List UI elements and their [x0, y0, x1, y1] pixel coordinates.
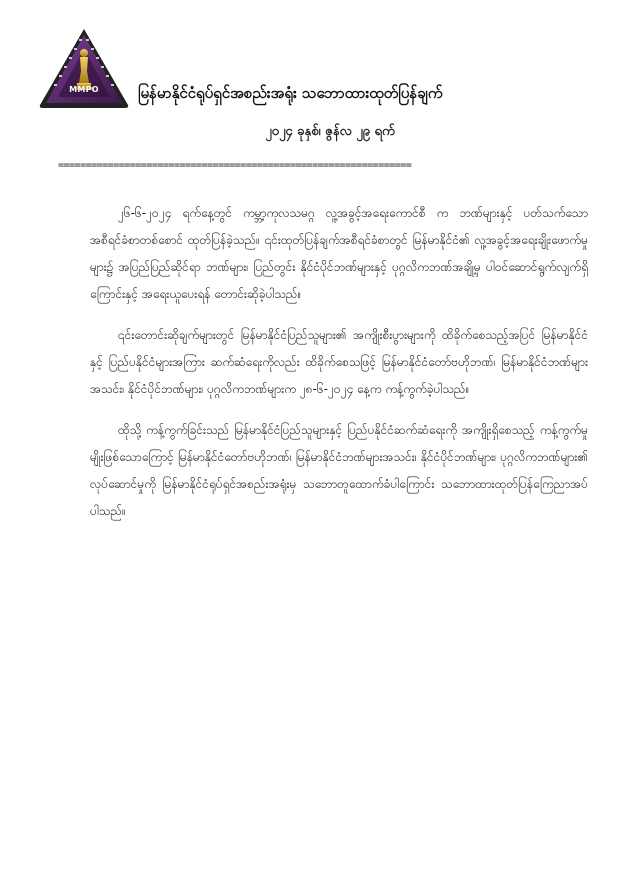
- paragraph-3: ထိုသို့ ကန့်ကွက်ခြင်းသည် မြန်မာနိုင်ငံပြည်သူများနှင့် ပြည်ပနိုင်ငံဆက်ဆံရေးကို အကျိုးရှိစေသည့် ကန့်ကွက်မှုမျိုးဖြစ်သောကြောင့် မြန်မာနိုင်ငံတော်ဗဟိုဘဏ်၊ မြန်မာနိုင်ငံဘဏ်များအသင်း၊ နိုင်ငံပိုင်ဘဏ်များ၊ ပုဂ္ဂလိကဘဏ်များ၏ လုပ်ဆောင်မှုကို မြန်မာနိုင်ငံရုပ်ရှင်အစည်းအရုံးမှ သဘောတူထောက်ခံပါကြောင်း သဘောထားထုတ်ပြန်ကြေညာအပ်ပါသည်။: [90, 423, 588, 518]
- paragraph-1: ၂၆-၆-၂၀၂၄ ရက်နေ့တွင် ကမ္ဘာ့ကုလသမဂ္ဂ လူ့အခွင့်အရေးကောင်စီ က ဘဏ်များနှင့် ပတ်သက်သော အစီရင်ခံစာတစ်စောင် ထုတ်ပြန်ခဲ့သည်။ ၎င်းထုတ်ပြန်ချက်အစီရင်ခံစာတွင် မြန်မာနိုင်ငံ၏ လူ့အခွင့်အရေးချိုးဖောက်မှုများ၌ အပြည်ပြည်ဆိုင်ရာ ဘဏ်များ၊ ပြည်တွင်း နိုင်ငံပိုင်ဘဏ်များနှင့် ပုဂ္ဂလိကဘဏ်အချို့မှ ပါဝင်ဆောင်ရွက်လျက်ရှိကြောင်းနှင့် အရေးယူပေးရန် တောင်းဆိုခဲ့ပါသည်။: [90, 206, 588, 301]
- statement-body: [90, 200, 588, 539]
- mmpo-logo: [38, 27, 130, 109]
- film-triangle-emblem-icon: [38, 27, 130, 109]
- paragraph-2: ၎င်းတောင်းဆိုချက်များတွင် မြန်မာနိုင်ငံပြည်သူများ၏ အကျိုးစီးပွားများကို ထိခိုက်စေသည့်အပြင် မြန်မာနိုင်ငံနှင့် ပြည်ပနိုင်ငံများအကြား ဆက်ဆံရေးကိုလည်း ထိခိုက်စေသဖြင့် မြန်မာနိုင်ငံတော်ဗဟိုဘဏ်၊ မြန်မာနိုင်ငံဘဏ်များအသင်း၊ နိုင်ငံပိုင်ဘဏ်များ၊ ပုဂ္ဂလိကဘဏ်များက ၂၈-၆-၂၀၂၄ နေ့က ကန့်ကွက်ခဲ့ပါသည်။: [90, 328, 588, 396]
- logo-text: MMPO: [69, 85, 99, 94]
- separator-line: ================================================================: [58, 160, 412, 171]
- statement-date: ၂၀၂၄ ခုနှစ်၊ ဇွန်လ ၂၉ ရက်: [265, 124, 395, 139]
- organization-title: မြန်မာနိုင်ငံရုပ်ရှင်အစည်းအရုံး သဘောထားထုတ်ပြန်ချက်: [138, 84, 443, 102]
